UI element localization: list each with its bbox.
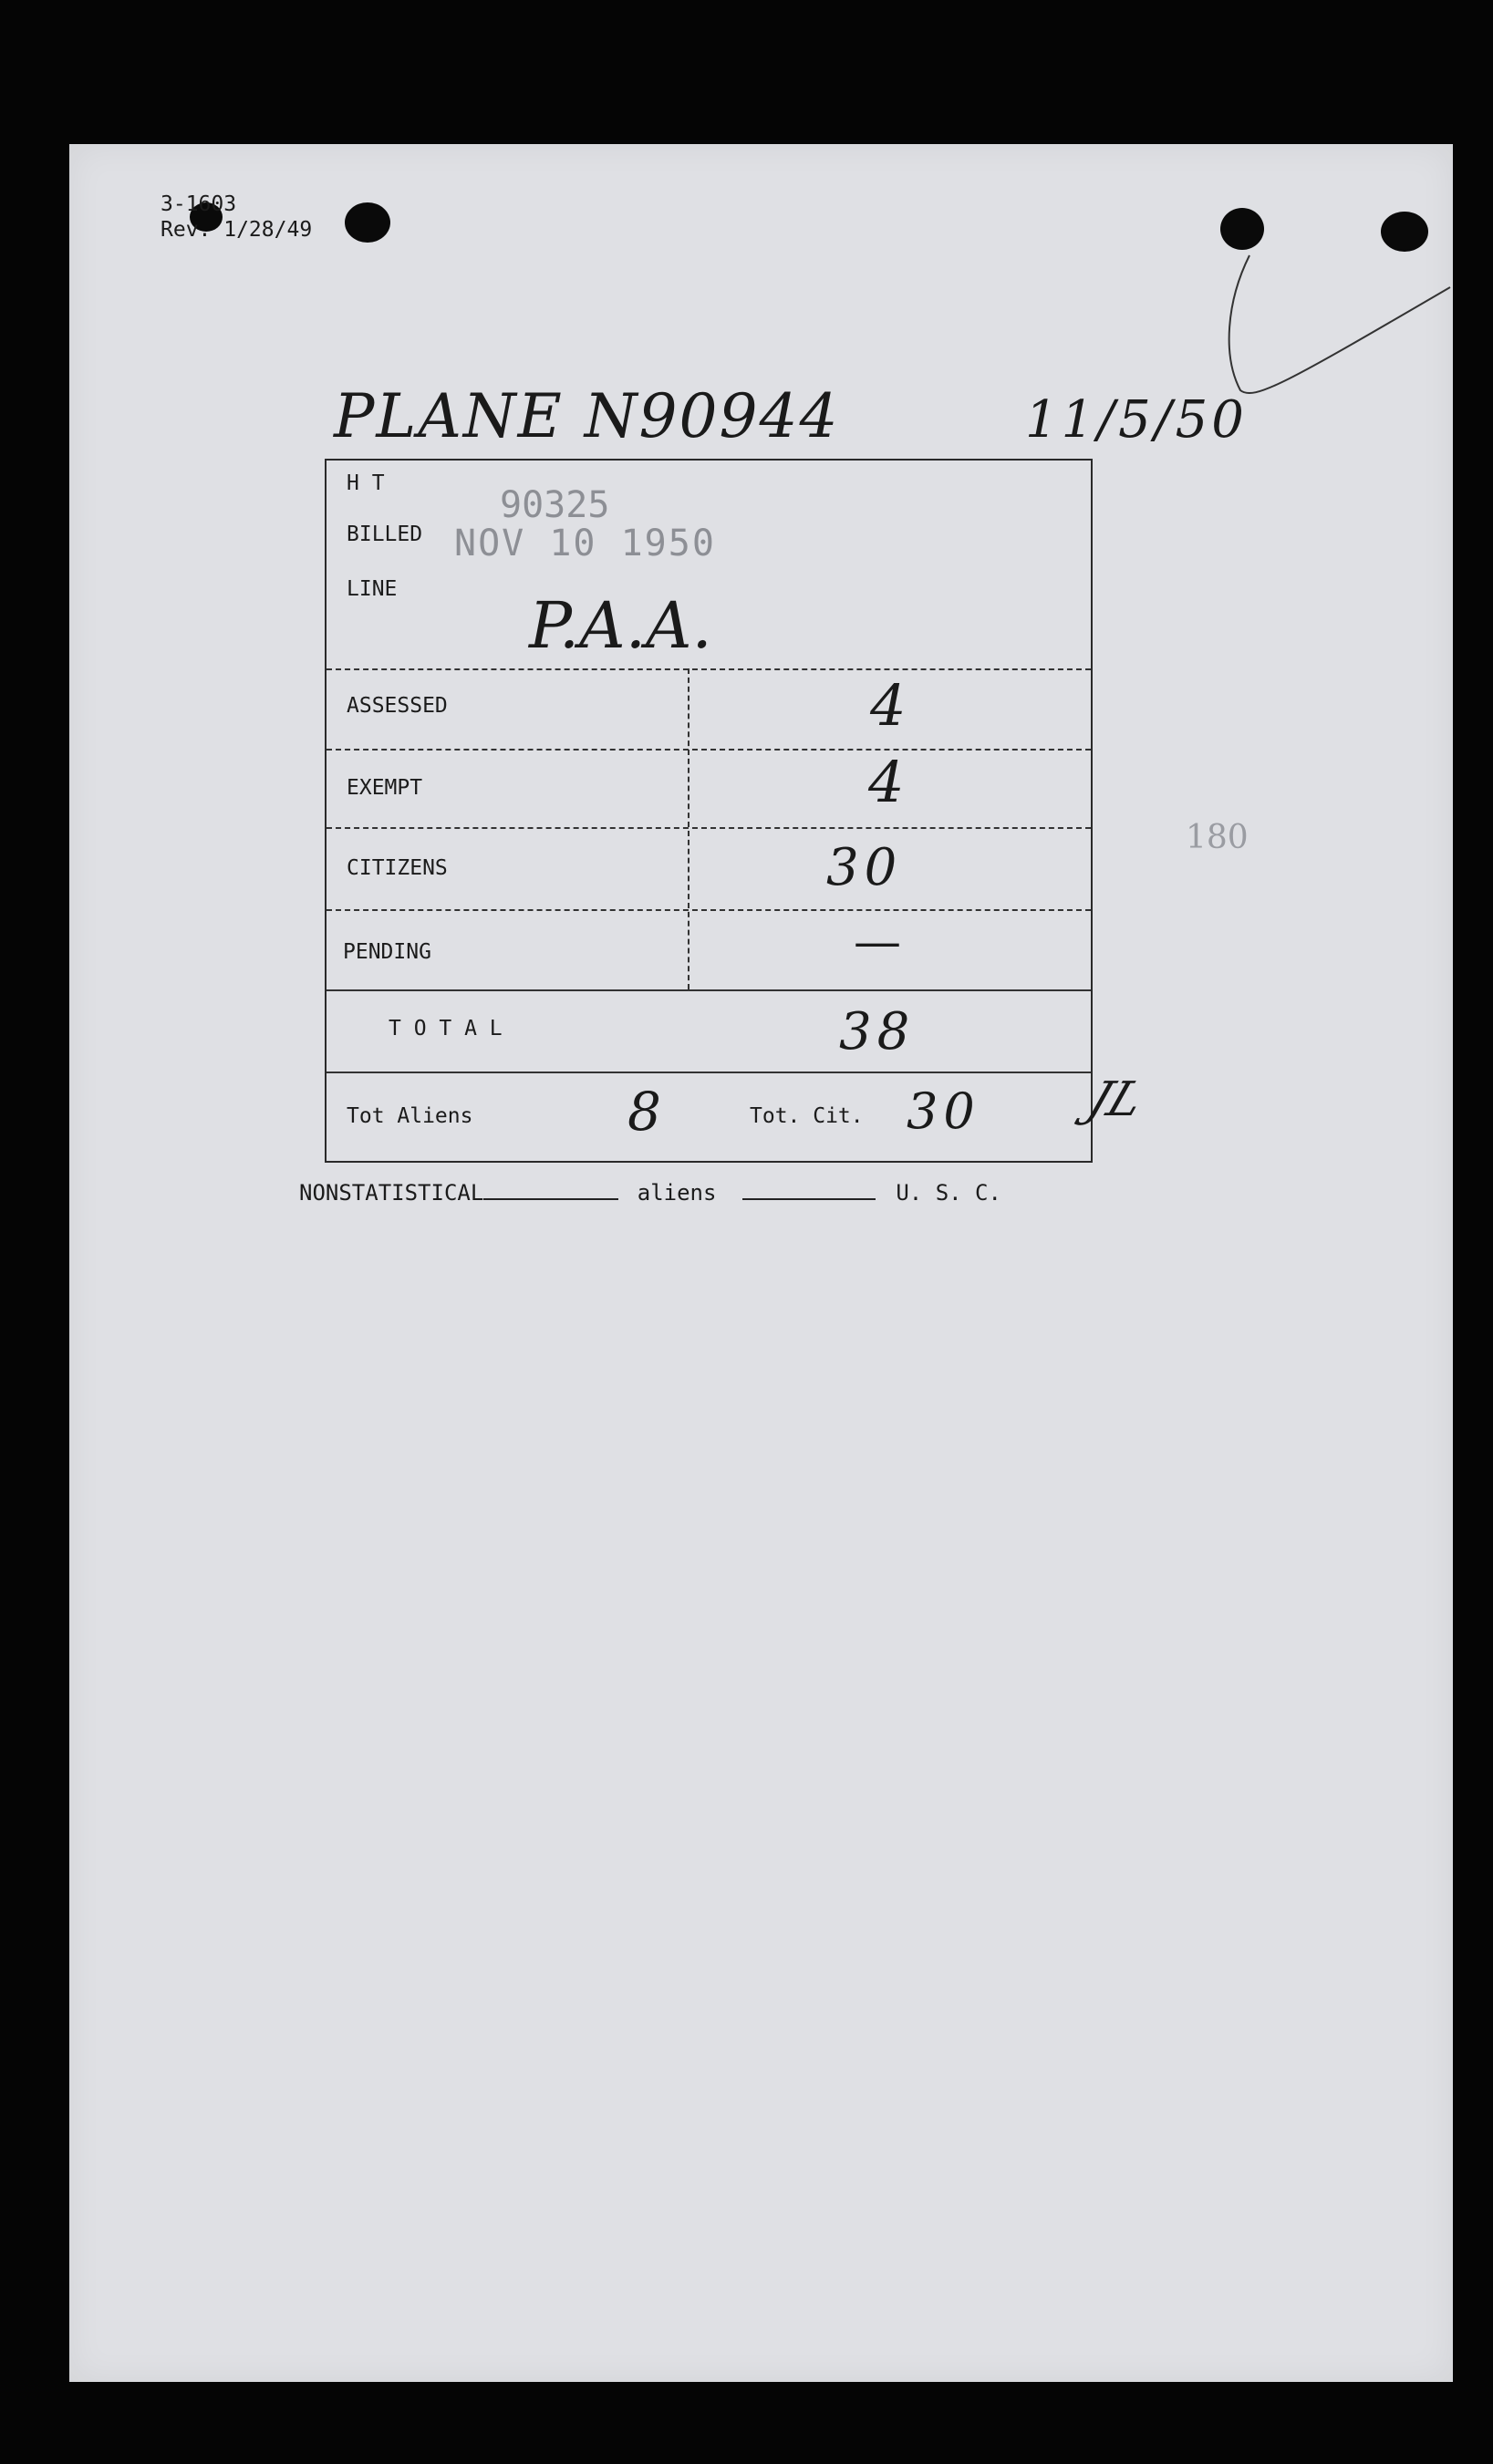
nonstatistical-line xyxy=(299,1180,1001,1206)
ht-stamp: 90325 xyxy=(500,484,610,526)
tot-cit-value: 30 xyxy=(907,1082,980,1140)
form-revision-line: Rev. 1/28/49 xyxy=(161,218,313,242)
punch-hole-right-1 xyxy=(1220,208,1264,250)
row-value-citizens: 30 xyxy=(826,838,903,897)
divider-exempt xyxy=(327,827,1091,829)
form-number xyxy=(161,192,312,243)
aliens-blank xyxy=(742,1180,876,1200)
form-number-line: 3-1603 xyxy=(161,192,237,216)
margin-number: 180 xyxy=(1186,819,1249,856)
row-label-pending: PENDING xyxy=(343,940,431,964)
tot-cit-label: Tot. Cit. xyxy=(750,1104,864,1128)
divider-total xyxy=(327,1072,1091,1073)
plane-number: PLANE N90944 xyxy=(334,381,840,451)
punch-hole-left xyxy=(345,202,390,243)
ht-label: H T xyxy=(347,471,385,495)
row-label-citizens: CITIZENS xyxy=(347,856,448,880)
handwritten-date: 11/5/50 xyxy=(1025,390,1248,450)
total-value: 38 xyxy=(839,1002,916,1061)
aliens-label: aliens xyxy=(637,1180,717,1206)
line-label: LINE xyxy=(347,577,398,601)
billed-label: BILLED xyxy=(347,523,423,546)
initials-signature: JL xyxy=(1081,1072,1152,1127)
manifest-summary-table xyxy=(325,459,1093,1163)
row-label-exempt: EXEMPT xyxy=(347,776,423,800)
row-value-exempt: 4 xyxy=(868,749,905,815)
nonstatistical-blank xyxy=(483,1180,618,1200)
divider-pending xyxy=(327,989,1091,991)
nonstatistical-label: NONSTATISTICAL xyxy=(299,1180,484,1206)
billed-date-stamp: NOV 10 1950 xyxy=(454,523,716,564)
divider-citizens xyxy=(327,909,1091,911)
check-mark-icon xyxy=(1222,246,1459,401)
row-value-assessed: 4 xyxy=(870,672,907,739)
column-divider xyxy=(688,668,689,989)
divider-top xyxy=(327,668,1091,670)
tot-aliens-value: 8 xyxy=(627,1081,661,1143)
divider-assessed xyxy=(327,749,1091,751)
line-value: P.A.A. xyxy=(529,588,712,663)
row-value-pending: — xyxy=(854,915,901,969)
row-label-assessed: ASSESSED xyxy=(347,694,448,718)
tot-aliens-label: Tot Aliens xyxy=(347,1104,473,1128)
total-label: T O T A L xyxy=(389,1017,503,1040)
usc-label: U. S. C. xyxy=(896,1180,1001,1206)
